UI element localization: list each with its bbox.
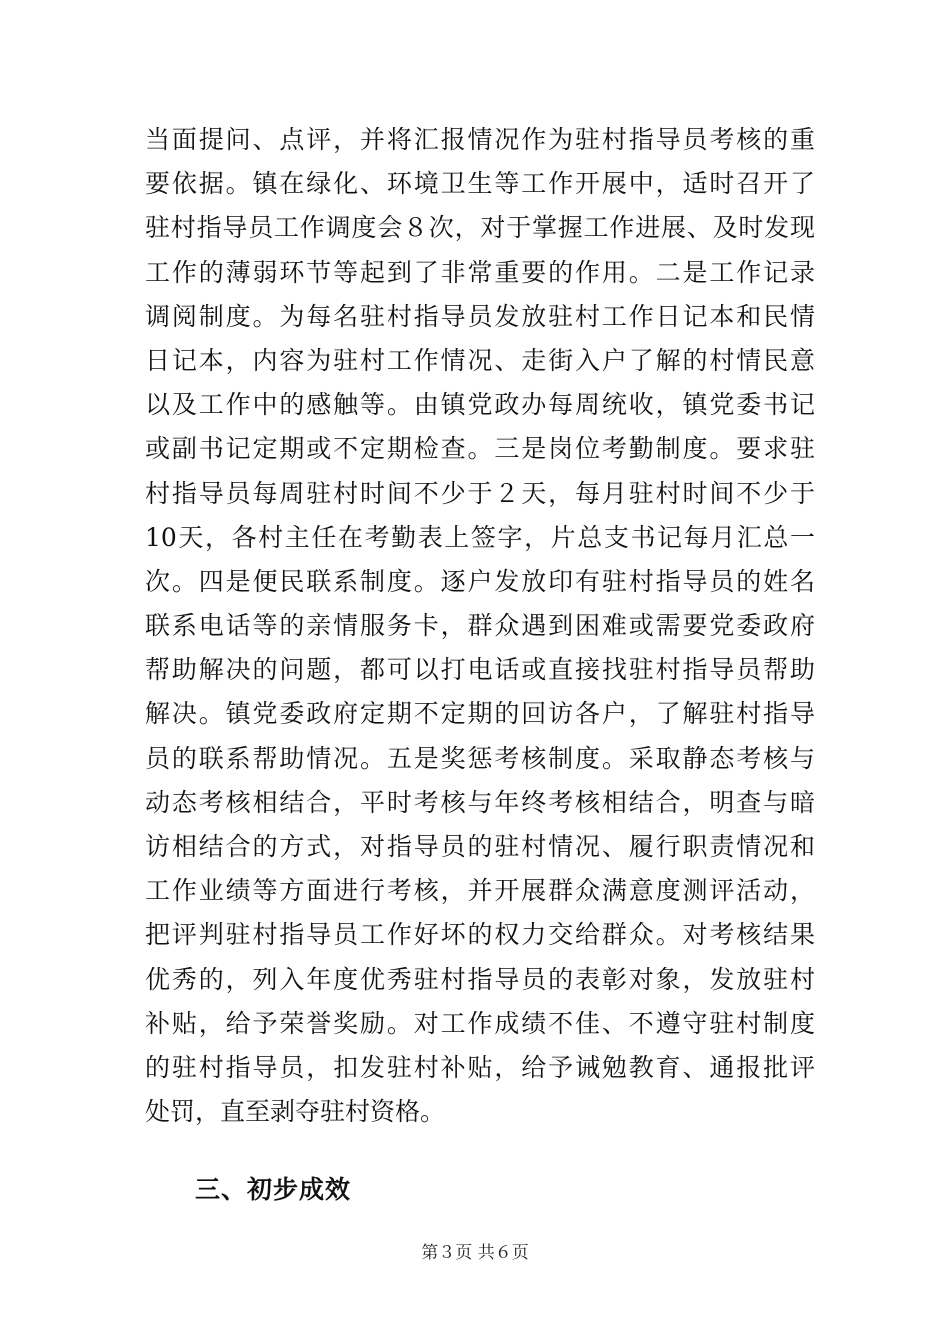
text-line: 动态考核相结合，平时考核与年终考核相结合，明查与暗	[145, 787, 815, 817]
text-line: 优秀的，列入年度优秀驻村指导员的表彰对象，发放驻村	[145, 964, 815, 994]
section-heading: 三、初步成效	[195, 1175, 352, 1204]
text-line: 工作业绩等方面进行考核，并开展群众满意度测评活动，	[145, 876, 815, 906]
text-line: 村指导员每周驻村时间不少于２天，每月驻村时间不少于	[145, 478, 815, 508]
text-line: 解决。镇党委政府定期不定期的回访各户，了解驻村指导	[145, 699, 815, 729]
text-line: 10天，各村主任在考勤表上签字，片总支书记每月汇总一	[145, 522, 815, 552]
text-line: 驻村指导员工作调度会８次，对于掌握工作进展、及时发现	[145, 213, 815, 243]
text-line: 要依据。镇在绿化、环境卫生等工作开展中，适时召开了	[145, 169, 815, 199]
page-footer: 第３页 共６页	[421, 1243, 529, 1263]
text-line: 联系电话等的亲情服务卡，群众遇到困难或需要党委政府	[145, 611, 815, 641]
text-line: 日记本，内容为驻村工作情况、走街入户了解的村情民意	[145, 345, 815, 375]
text-line: 的驻村指导员，扣发驻村补贴，给予诫勉教育、通报批评	[145, 1052, 815, 1082]
text-line: 员的联系帮助情况。五是奖惩考核制度。采取静态考核与	[145, 743, 815, 773]
text-line: 调阅制度。为每名驻村指导员发放驻村工作日记本和民情	[145, 301, 815, 331]
text-line: 工作的薄弱环节等起到了非常重要的作用。二是工作记录	[145, 257, 815, 287]
text-line: 处罚，直至剥夺驻村资格。	[145, 1097, 446, 1127]
text-line: 帮助解决的问题，都可以打电话或直接找驻村指导员帮助	[145, 655, 815, 685]
text-line: 把评判驻村指导员工作好坏的权力交给群众。对考核结果	[145, 920, 815, 950]
body-text	[145, 118, 815, 1134]
text-line: 或副书记定期或不定期检查。三是岗位考勤制度。要求驻	[145, 434, 815, 464]
text-line: 补贴，给予荣誉奖励。对工作成绩不佳、不遵守驻村制度	[145, 1008, 815, 1038]
text-line: 以及工作中的感触等。由镇党政办每周统收，镇党委书记	[145, 390, 815, 420]
text-line: 访相结合的方式，对指导员的驻村情况、履行职责情况和	[145, 832, 815, 861]
text-line: 次。四是便民联系制度。逐户发放印有驻村指导员的姓名	[145, 566, 815, 596]
text-line: 当面提问、点评，并将汇报情况作为驻村指导员考核的重	[145, 125, 815, 154]
